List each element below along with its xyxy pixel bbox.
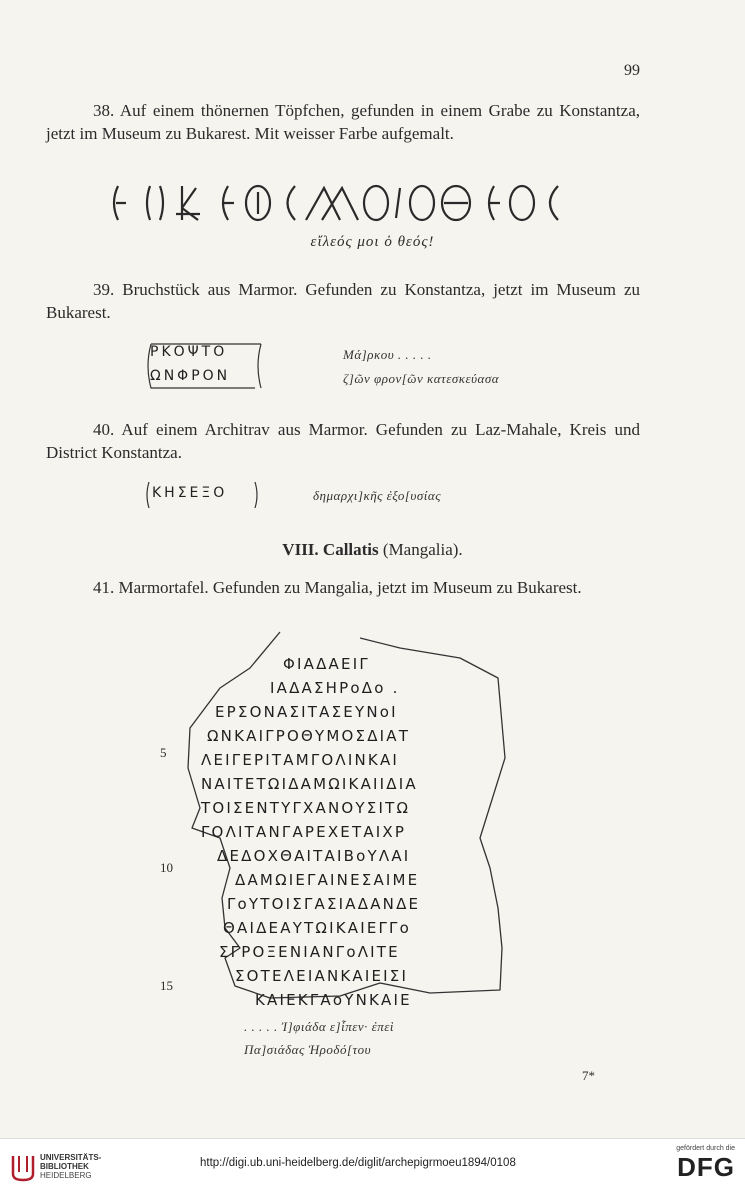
line-number-10: 10 — [160, 860, 173, 875]
permalink-url[interactable]: http://digi.ub.uni-heidelberg.de/diglit/archepigrmoeu1894/0108 — [200, 1157, 516, 1169]
dfg-funding-logo[interactable]: gefördert durch die DFG — [676, 1145, 735, 1182]
tablet-line: ΚΑΙΕΚΓΑοΥΝΚΑΙΕ — [255, 991, 412, 1009]
signature-mark: 7* — [582, 1068, 595, 1083]
line-number-5: 5 — [160, 745, 167, 760]
tablet-line: ΔΑΜΩΙΕΓΑΙΝΕΣΑΙΜΕ — [235, 871, 420, 889]
tablet-line: ΕΡΣΟΝΑΣΙΤΑΣΕΥΝοΙ — [215, 703, 398, 721]
entry-41-transcription-2: Πα]σιάδας Ἡροδό[του — [244, 1042, 372, 1057]
page-number: 99 — [624, 62, 640, 79]
fragment-40-line1: ΚΗΣΕΞΟ — [152, 485, 228, 501]
tablet-line: ΤΟΙΣΕΝΤΥΓΧΑΝΟΥΣΙΤΩ — [201, 799, 411, 817]
tablet-line: ΛΕΙΓΕΡΙΤΑΜΓΟΛΙΝΚΑΙ — [201, 751, 400, 769]
fragment-39-transcription-1: Μά]ρκου . . . . . — [343, 347, 432, 362]
library-name: UNIVERSITÄTS- BIBLIOTHEK HEIDELBERG — [40, 1153, 102, 1180]
fragment-40-transcription: δημαρχι]κῆς ἐξο[υσίας — [313, 488, 441, 503]
tablet-line: ΣΟΤΕΛΕΙΑΝΚΑΙΕΙΣΙ — [235, 967, 409, 985]
entry-41-text: 41. Marmortafel. Gefunden zu Mangalia, jetzt im Museum zu Bukarest. — [93, 578, 582, 597]
tablet-line: ΩΝΚΑΙΓΡΟΘΥΜΟΣΔΙΑΤ — [207, 727, 411, 745]
fragment-39-line2: ΩΝΦΡΟΝ — [150, 368, 231, 384]
entry-41-transcription-1: . . . . . Ἰ]φιάδα ε]ἶπεν· ἐπεὶ — [244, 1019, 394, 1034]
entry-39-text: 39. Bruchstück aus Marmor. Gefunden zu Konstantza, jetzt im Museum zu Bukarest. — [46, 280, 640, 322]
section-heading: VIII. Callatis (Mangalia). — [282, 540, 463, 559]
entry-38-translation: εἴλεός μοι ὁ θεός! — [310, 234, 435, 250]
marble-tablet-text — [195, 652, 525, 1012]
entry-40-text: 40. Auf einem Architrav aus Marmor. Gefunden zu Laz-Mahale, Kreis und District Konstantza. — [46, 420, 640, 462]
tablet-line: ΣΓΡΟΞΕΝΙΑΝΓοΛΙΤΕ — [219, 943, 400, 961]
library-logo-icon[interactable] — [10, 1152, 36, 1182]
tablet-line: ΝΑΙΤΕΤΩΙΔΑΜΩΙΚΑΙΙΔΙΑ — [201, 775, 418, 793]
tablet-line: ΔΕΔΟΧΘΑΙΤΑΙΒοΥΛΑΙ — [217, 847, 411, 865]
tablet-line: ΘΑΙΔΕΑΥΤΩΙΚΑΙΕΓΓο — [223, 919, 411, 937]
tablet-line: ΓοΥΤΟΙΣΓΑΣΙΑΔΑΝΔΕ — [227, 895, 421, 913]
tablet-line: ΓΟΛΙΤΑΝΓΑΡΕΧΕΤΑΙΧΡ — [201, 823, 407, 841]
line-number-15: 15 — [160, 978, 173, 993]
tablet-line: ΦΙΑΔΑΕΙΓ — [283, 655, 370, 673]
fragment-39-line1: ΡΚΟΨΤΟ — [150, 344, 228, 360]
viewer-footer — [0, 1138, 745, 1194]
tablet-line: ΙΑΔΑΣΗΡοΔο . — [270, 679, 400, 697]
painted-inscription-image — [110, 178, 590, 228]
fragment-39-transcription-2: ζ]ῶν φρον[ῶν κατεσκεύασα — [343, 371, 500, 386]
entry-38-text: 38. Auf einem thönernen Töpfchen, gefunden in einem Grabe zu Konstantza, jetzt im Museum zu Bukarest. Mit weisser Farbe aufgemalt. — [46, 101, 640, 143]
